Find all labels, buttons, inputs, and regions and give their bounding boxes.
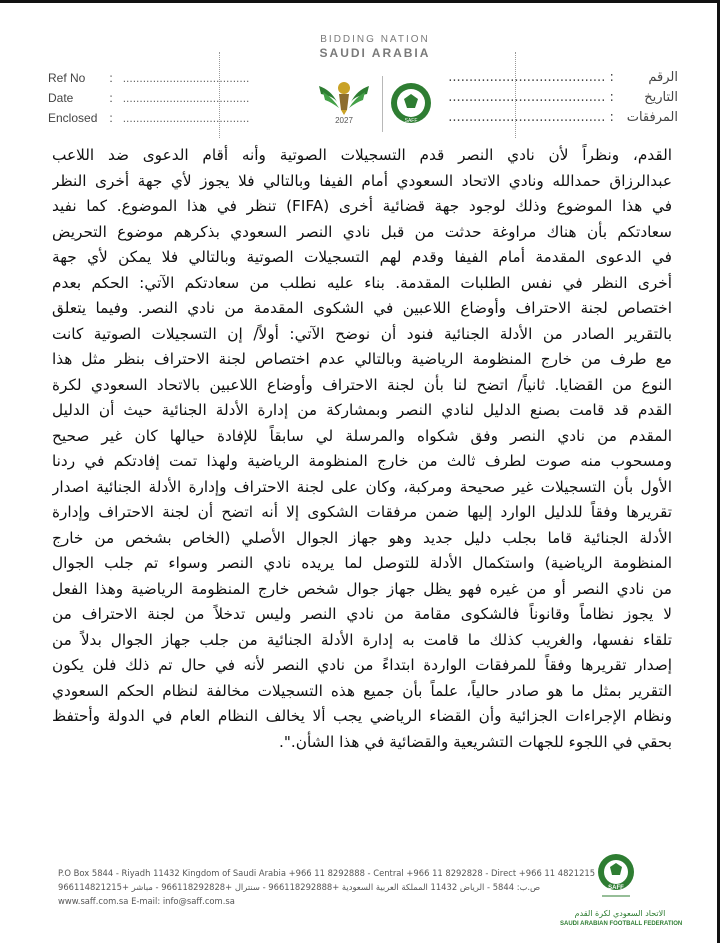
ref-no-ar-sep: : bbox=[609, 70, 614, 85]
footer-web-email: www.saff.com.sa E-mail: info@saff.com.sa bbox=[58, 896, 235, 906]
federation-name-en: SAUDI ARABIAN FOOTBALL FEDERATION bbox=[560, 921, 683, 927]
bidding-nation-line: BIDDING NATION bbox=[320, 34, 430, 45]
asian-cup-2027-emblem bbox=[313, 76, 375, 132]
saff-logo bbox=[596, 852, 636, 906]
body-line: من نادي النصر أو من غيره فهو يظل جهاز جوال شخص خارج المنظومة الرياضية وهذا الفعل bbox=[52, 579, 672, 598]
footer-contact bbox=[58, 866, 595, 908]
emblem-year: 2027 bbox=[335, 116, 353, 125]
body-line: القدم، ونظراً لأن نادي النصر قدم التسجيلات الصوتية وأنه أقام الدعوى ضد اللاعب bbox=[52, 146, 672, 164]
ref-no-value: ...................................... bbox=[122, 71, 250, 85]
date-ar-sep: : bbox=[609, 90, 614, 105]
body-line: لا يجوز نظاماً وقانوناً فالشكوى مقامة من نادي النصر وليس تدخلاً من لجنة الاحتراف من bbox=[52, 605, 672, 623]
enclosed-ar-row bbox=[448, 108, 678, 128]
letterhead bbox=[0, 0, 720, 140]
body-line: الأدلة الجنائية قاما بجلب دليل جديد وهو جهاز الجوال الأصلي (الخاص بشخص من خارج bbox=[52, 528, 672, 547]
body-line: أخرى النظر في نفس الطلبات المقدمة. بناء عليه نطلب من سعادتكم الآتي: الحكم بعدم bbox=[52, 273, 672, 292]
date-sep: : bbox=[109, 91, 113, 105]
body-line: بالتقرير الصادر من الأدلة الجنائية فنود أن نوضح الآتي: أولاً/ إن التسجيلات الصوتية كانت bbox=[52, 324, 672, 343]
body-line: ومسحوب منه صوت لطرف ثالث من خارج المنظومة الرياضية ولهذا تمت إفادتكم في ردنا bbox=[52, 452, 672, 470]
ref-no-ar-label: الرقم bbox=[648, 70, 678, 85]
ref-no-sep: : bbox=[109, 71, 113, 85]
falcon-emblem-icon bbox=[313, 76, 375, 116]
header-divider bbox=[382, 76, 383, 132]
footer-address-ar: ص.ب: 5844 - الرياض 11432 المملكة العربية السعودية +966118292888 - سنترال +966118292828 - مباشر +966114821215 bbox=[58, 882, 541, 892]
enclosed-value: ...................................... bbox=[122, 111, 250, 125]
enclosed-label: Enclosed bbox=[48, 111, 98, 125]
body-line: في الدعوى المقدمة أمام الفيفا وقدم لهم التسجيلات الصوتية وبالتالي فلا يمكن لأي جهة bbox=[52, 248, 672, 266]
body-line-last: بحقي في اللجوء للجهات التشريعية والقضائية في هذا الشأن.". bbox=[279, 732, 672, 751]
reference-fields-en bbox=[48, 68, 249, 128]
reference-fields-ar bbox=[448, 68, 678, 128]
body-line: مع طرف من خارج المنظومة الرياضية وبالتالي عدم اختصاص لجنة الاحتراف بنظر مثل هذا bbox=[52, 350, 672, 368]
body-line: اختصاص لجنة الاحتراف وأوضاع اللاعبين في الشكوى المقدمة من نادي النصر. وفيما يتعلق bbox=[52, 299, 672, 317]
date-ar-label: التاريخ bbox=[644, 90, 678, 105]
enclosed-ar-label: المرفقات bbox=[626, 110, 678, 125]
saff-ball-icon bbox=[388, 80, 434, 126]
body-line: المقدم من نادي النصر وفق شكواه والمرسلة لي سابقاً للإفادة حيالها كان غير صحيح bbox=[52, 426, 672, 445]
date-row bbox=[48, 88, 249, 108]
body-line: تلقاء نفسها، والغريب كذلك ما قامت به إدارة الأدلة الجنائية من جلب جهاز الجوال بدلاً من bbox=[52, 630, 672, 649]
body-line: سعادتكم بأن هناك مراوغة حدثت من قبل نادي النصر السعودي بذكرهم موضوع التحريض bbox=[52, 222, 672, 241]
body-line: تقريرها وفقاً للدليل الوارد إليها ضمن مرفقات الشكوى إلا أنه اتضح أن لجنة الاحتراف وإدارة bbox=[52, 503, 672, 521]
enclosed-sep: : bbox=[109, 111, 113, 125]
body-line: عبدالرزاق حمدالله ونادي الاتحاد السعودي أمام الفيفا وبالتالي فلا يجوز لأي جهة أخرى النظر bbox=[52, 171, 672, 190]
date-value: ...................................... bbox=[122, 91, 250, 105]
ref-no-ar-row bbox=[448, 68, 678, 88]
body-line: التقرير بمثل ما هو صادر حالياً، علماً بأن جميع هذه التسجيلات مخالفة لنظام الحكم السعودي bbox=[52, 681, 672, 700]
date-ar-value: ...................................... bbox=[448, 90, 606, 105]
federation-name-ar: الاتحاد السعودي لكرة القدم bbox=[574, 909, 666, 918]
enclosed-ar-value: ...................................... bbox=[448, 110, 606, 125]
saff-shield-icon bbox=[596, 852, 636, 906]
ref-no-ar-value: ...................................... bbox=[448, 70, 606, 85]
body-line: الأول بأن التسجيلات غير صحيحة ومركبة، وكان على لجنة الاحتراف وإدارة الأدلة الجنائية اصدار bbox=[52, 477, 672, 496]
body-line: ونظام الإجراءات الجزائية وأن القضاء الرياضي يجب ألا يخالف النظام العام في الدولة وأحتفظ bbox=[52, 707, 672, 725]
bidding-nation-title bbox=[300, 34, 450, 60]
body-line: القدم قد قامت بصنع الدليل لنادي النصر وبمشاركة من إدارة الأدلة الجنائية حيث أن الدليل bbox=[52, 401, 672, 419]
saff-small-logo-text: SAFF bbox=[404, 118, 418, 124]
enclosed-row bbox=[48, 108, 249, 128]
footer-address-en: P.O Box 5844 - Riyadh 11432 Kingdom of Saudi Arabia +966 11 8292888 - Central +966 11 8292828 - Direct +966 11 4821215 bbox=[58, 868, 596, 878]
ref-no-label: Ref No bbox=[48, 71, 86, 85]
saudi-arabia-line: SAUDI ARABIA bbox=[319, 46, 431, 60]
ref-no-row bbox=[48, 68, 249, 88]
letter-body bbox=[52, 143, 672, 755]
saff-logo-text: SAFF bbox=[608, 885, 624, 891]
saff-small-logo bbox=[388, 80, 434, 126]
body-line: المنظومة الرياضية) واستكمال الأدلة للتوصل لما يريده نادي النصر وسواء تم جلب الجوال bbox=[52, 554, 672, 572]
body-line: إصدار تقريرها وفقاً للمرفقات الواردة ابتداءً من نادي النصر لأنه في حال تم ذلك فلن يكون bbox=[52, 656, 672, 674]
date-label: Date bbox=[48, 91, 74, 105]
enclosed-ar-sep: : bbox=[609, 110, 614, 125]
body-line: النوع من القضايا. ثانياً/ اتضح لنا بأن لجنة الاحتراف وأوضاع اللاعبين بالاتحاد السعودي لكرة bbox=[52, 375, 672, 394]
body-line: في هذا الموضوع وذلك لوجود جهة قضائية أخرى (FIFA) تنظر في هذا الموضوع. كما نفيد bbox=[52, 197, 672, 215]
date-ar-row bbox=[448, 88, 678, 108]
